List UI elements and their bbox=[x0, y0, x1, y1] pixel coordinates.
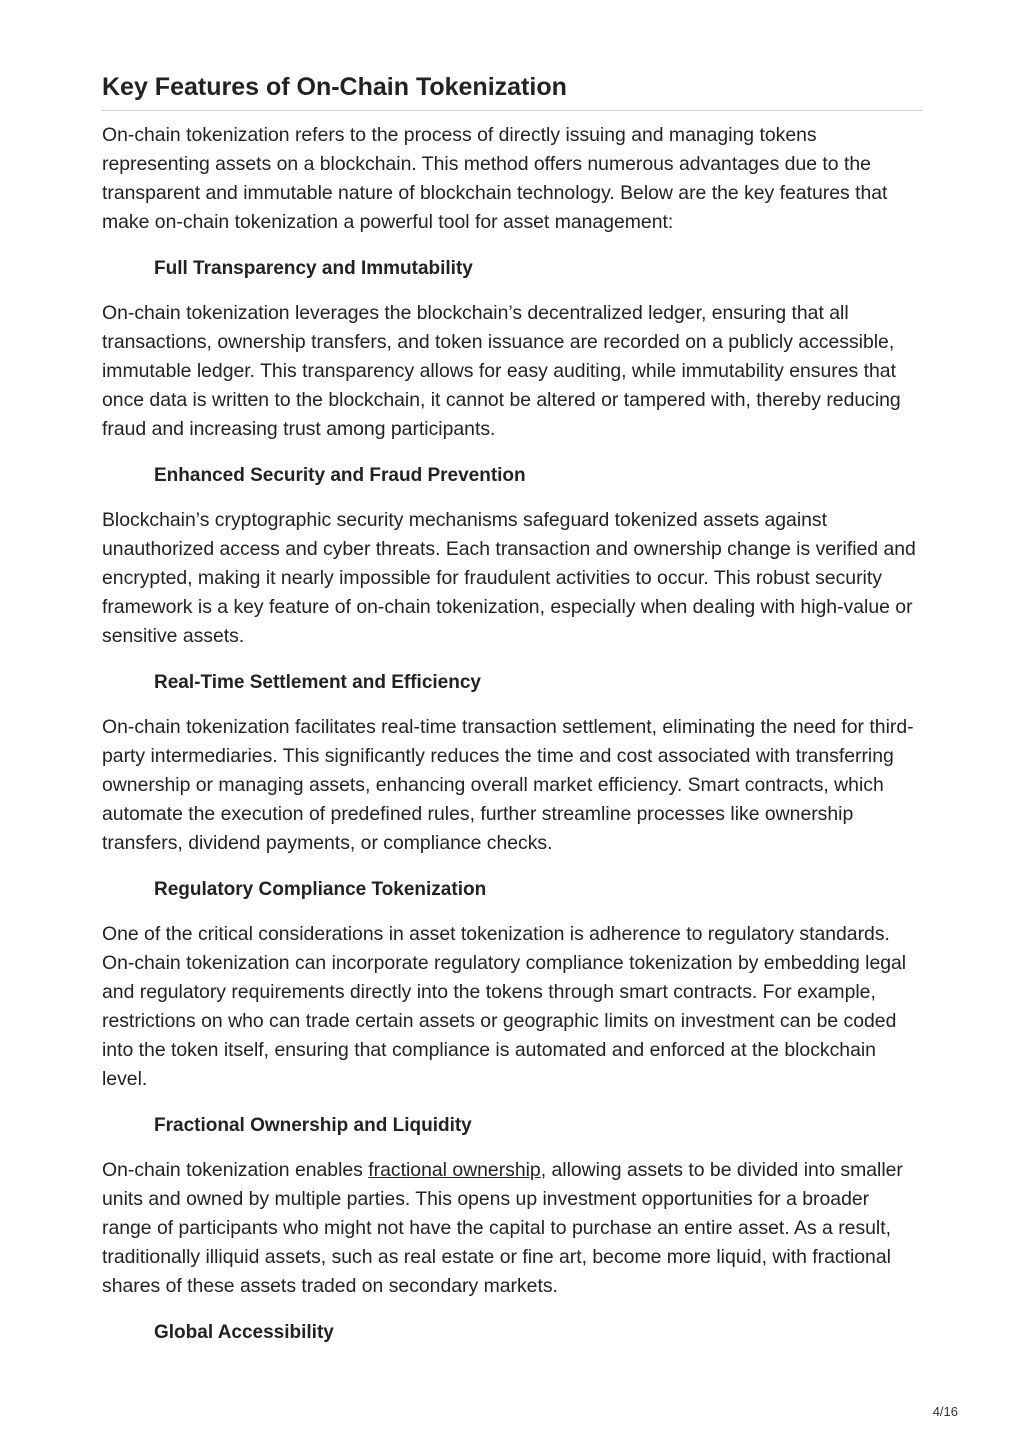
document-page bbox=[102, 70, 922, 1347]
fractional-text-before: On-chain tokenization enables bbox=[102, 1159, 369, 1181]
fractional-text-after: , allowing assets to be divided into smaller units and owned by multiple parties. This opens up investment opportunities for a broader range of participants who might not have the capital to purchase an entire asset. As a result, traditionally illiquid assets, such as real estate or fine art, become more liquid, with fractional shares of these assets traded on secondary markets. bbox=[102, 1159, 903, 1297]
section-body-settlement: On-chain tokenization facilitates real-time transaction settlement, eliminating the need for third-party intermediaries. This significantly reduces the time and cost associated with transferring ownership or managing assets, enhancing overall market efficiency. Smart contracts, which automate the execution of predefined rules, further streamline processes like ownership transfers, dividend payments, or compliance checks. bbox=[102, 716, 914, 854]
section-heading-compliance: Regulatory Compliance Tokenization bbox=[154, 879, 487, 900]
intro-paragraph: On-chain tokenization refers to the process of directly issuing and managing tokens representing assets on a blockchain. This method offers numerous advantages due to the transparent and immutable nature of blockchain technology. Below are the key features that make on-chain tokenization a powerful tool for asset management: bbox=[102, 124, 888, 233]
page-title: Key Features of On-Chain Tokenization bbox=[102, 70, 922, 111]
section-body-fractional bbox=[102, 1156, 922, 1301]
section-heading-transparency: Full Transparency and Immutability bbox=[154, 258, 473, 279]
page-number: 4/16 bbox=[932, 1404, 958, 1419]
section-body-security: Blockchain’s cryptographic security mechanisms safeguard tokenized assets against unauthorized access and cyber threats. Each transaction and ownership change is verified and encrypted, making it nearly impossible for fraudulent activities to occur. This robust security framework is a key feature of on-chain tokenization, especially when dealing with high-value or sensitive assets. bbox=[102, 509, 916, 647]
section-heading-security: Enhanced Security and Fraud Prevention bbox=[154, 465, 526, 486]
section-heading-fractional: Fractional Ownership and Liquidity bbox=[154, 1115, 472, 1136]
section-heading-global: Global Accessibility bbox=[154, 1322, 334, 1343]
section-body-transparency: On-chain tokenization leverages the blockchain’s decentralized ledger, ensuring that all transactions, ownership transfers, and token issuance are recorded on a publicly accessible, immutable ledger. This transparency allows for easy auditing, while immutability ensures that once data is written to the blockchain, it cannot be altered or tampered with, thereby reducing fraud and increasing trust among participants. bbox=[102, 302, 901, 440]
section-heading-settlement: Real-Time Settlement and Efficiency bbox=[154, 672, 481, 693]
section-body-compliance: One of the critical considerations in asset tokenization is adherence to regulatory standards. On-chain tokenization can incorporate regulatory compliance tokenization by embedding legal and regulatory requirements directly into the tokens through smart contracts. For example, restrictions on who can trade certain assets or geographic limits on investment can be coded into the token itself, ensuring that compliance is automated and enforced at the blockchain level. bbox=[102, 923, 907, 1090]
fractional-ownership-link[interactable]: fractional ownership bbox=[368, 1159, 541, 1181]
